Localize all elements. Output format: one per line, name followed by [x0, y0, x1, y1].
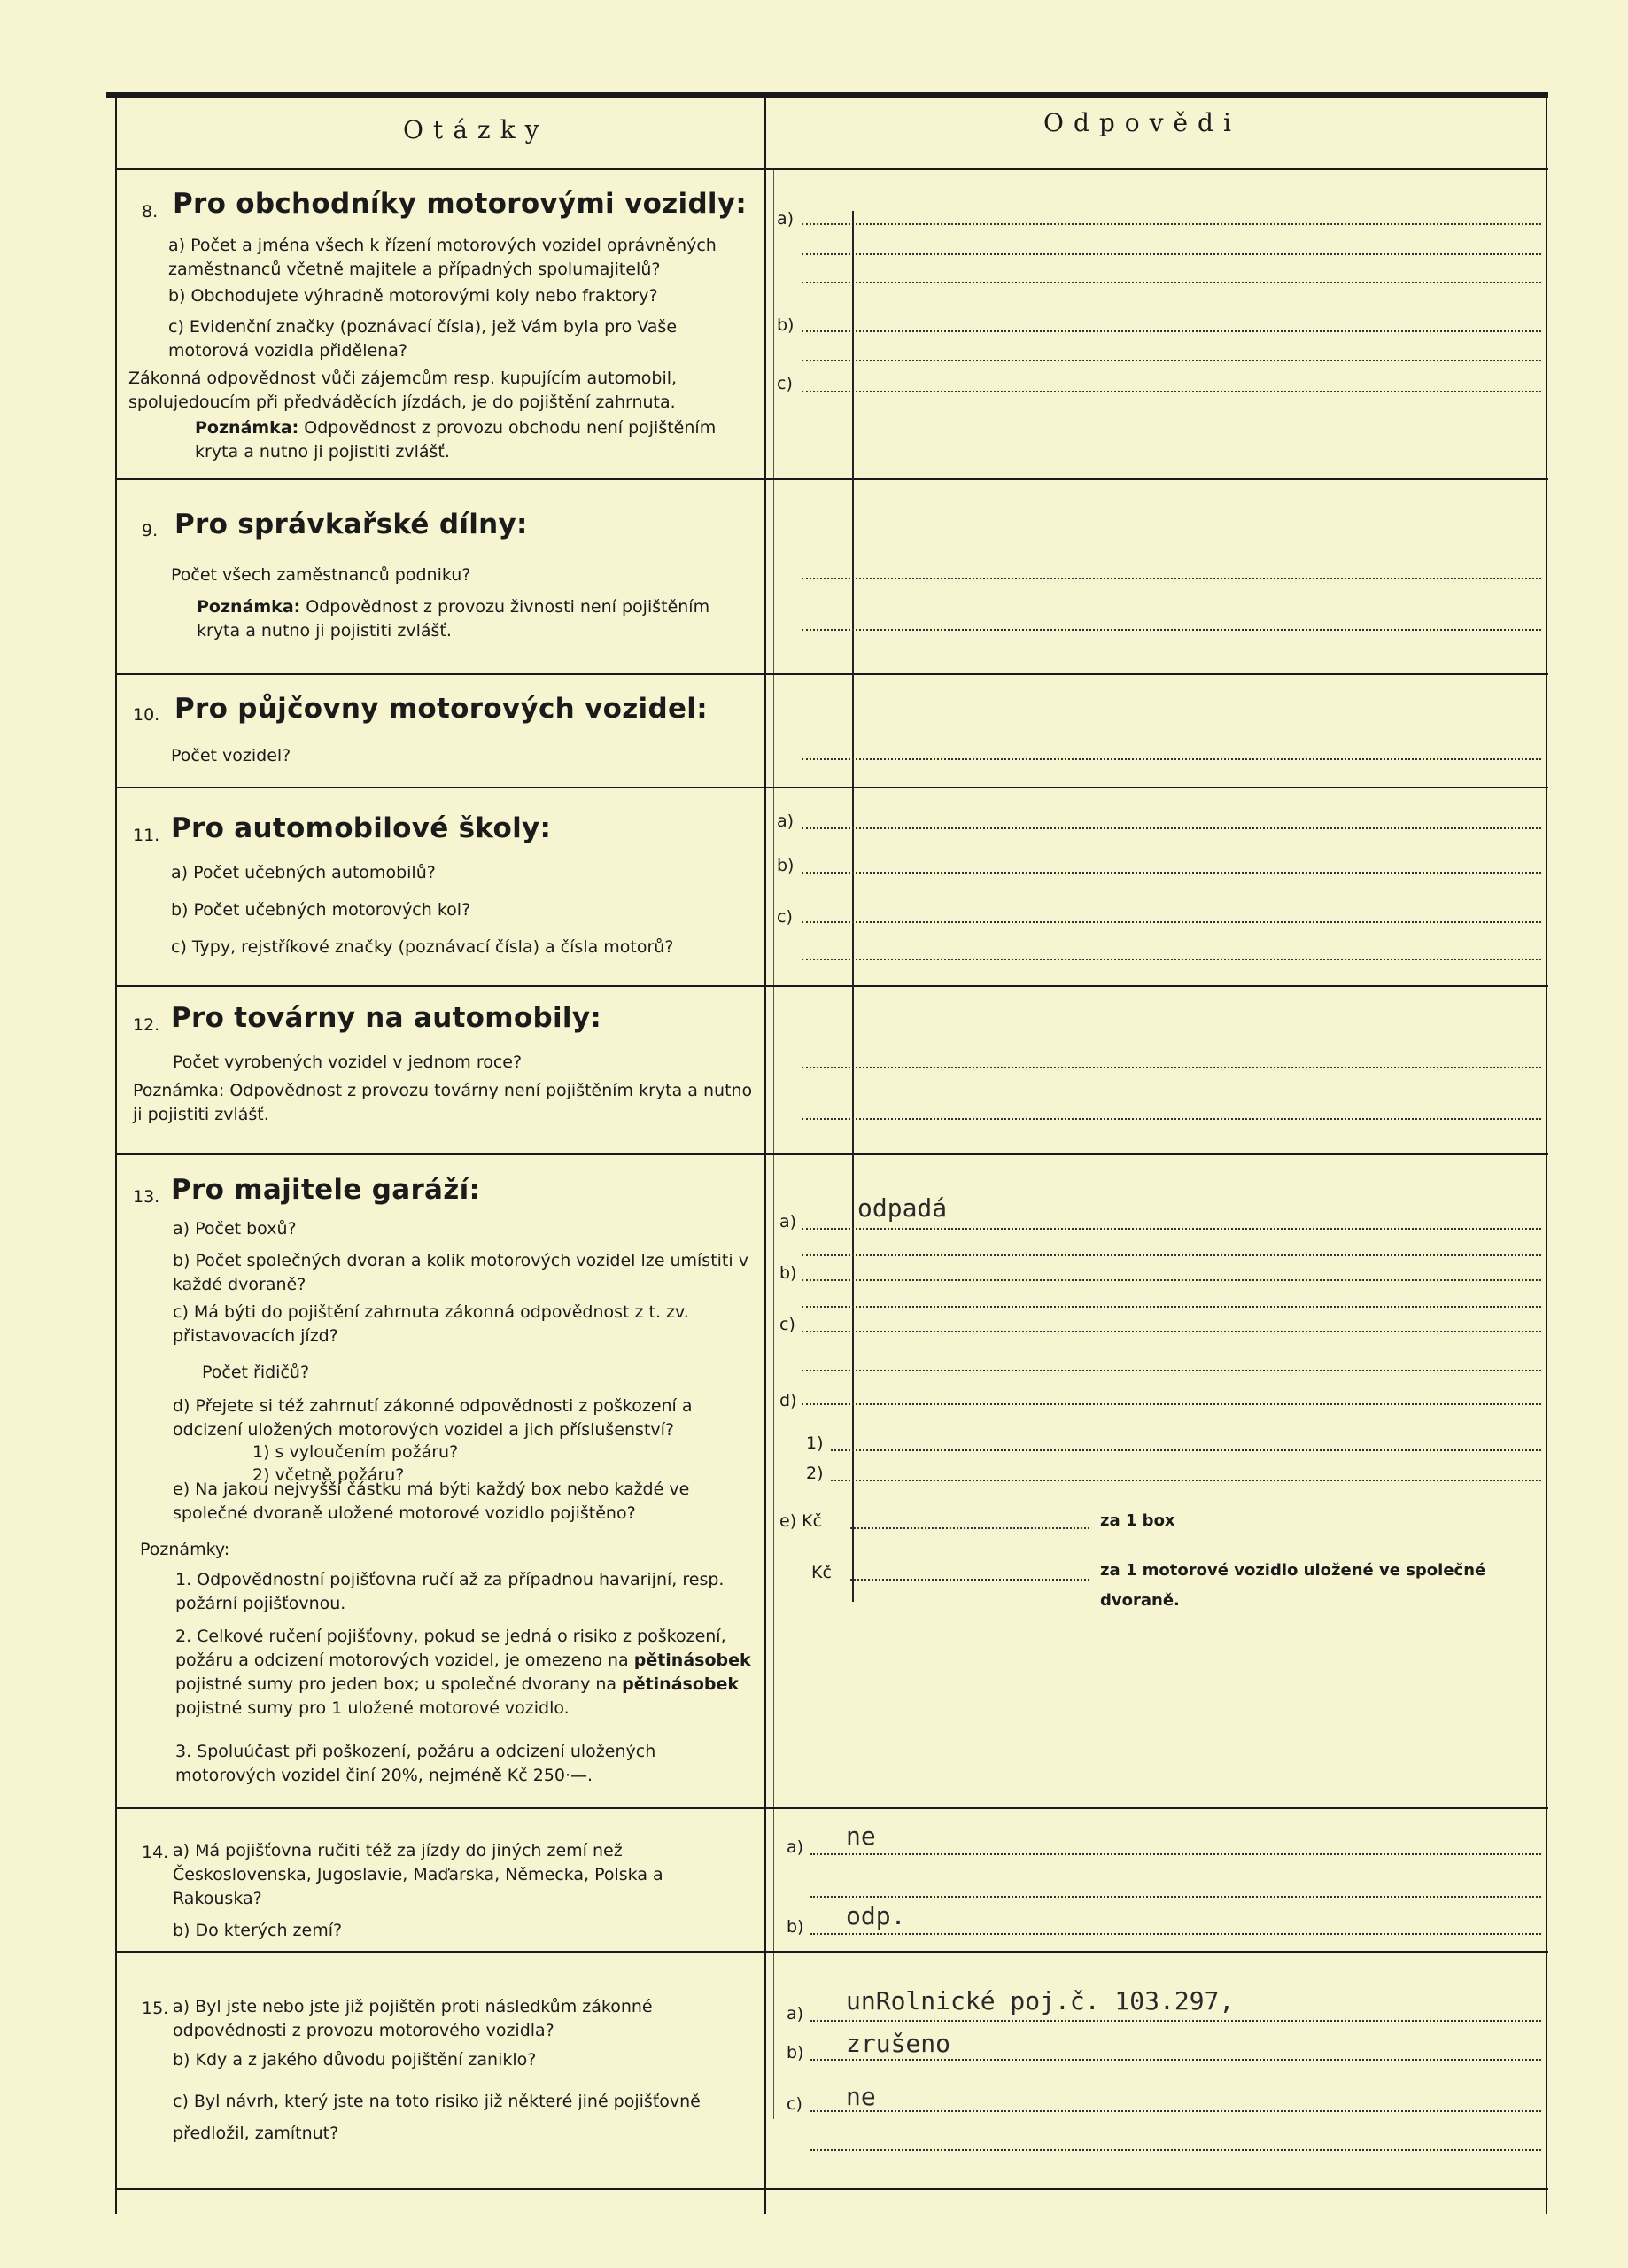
q8-answer-c-field[interactable] [802, 391, 1541, 392]
q11-number: 11. [133, 826, 160, 845]
q9-answer-field[interactable] [802, 578, 1541, 579]
q13-d-text: d) Přejete si též zahrnutí zákonné odpovědnosti z poškození a odcizení uložených motorových vozidel a jich příslušenství? [173, 1396, 693, 1440]
q12-note-body: Odpovědnost z provozu továrny není pojištěním kryta a nutno ji pojistiti zvlášť. [133, 1081, 753, 1124]
q11-answer-c-line2[interactable] [802, 959, 1541, 960]
q14-answer-b-label: b) [787, 1917, 804, 1937]
q15-answer-c-line2[interactable] [810, 2149, 1541, 2151]
q8-answer-c-label: c) [777, 374, 793, 393]
q12-answer-line2[interactable] [802, 1118, 1541, 1120]
q9-note [197, 595, 753, 643]
q14-answer-b-field[interactable] [810, 1933, 1541, 1935]
q8-answer-b-line2[interactable] [802, 360, 1541, 361]
q9-note-label: Poznámka: [197, 597, 301, 617]
header-bottom-rule [115, 168, 1548, 170]
q15-answer-c-label: c) [787, 2094, 802, 2114]
q8-answer-a-label: a) [777, 209, 795, 229]
q11-a-text: a) Počet učebných automobilů? [171, 863, 436, 882]
q13-note-2-pre: 2. Celkové ručení pojišťovny, pokud se jedná o risiko z poškození, požáru a odcizení motorových vozidel, je omezeno na [175, 1627, 726, 1670]
q11-answer-b-field[interactable] [802, 872, 1541, 874]
q13-title: Pro majitele garáží: [171, 1174, 481, 1206]
q13-answer-d1-label: 1) [806, 1433, 824, 1453]
q13-answer-a-field[interactable] [802, 1228, 1541, 1230]
q13-note-2 [175, 1625, 753, 1720]
q15-c-text: c) Byl návrh, který jste na toto risiko již některé jiné pojišťovně předložil, zamítnut? [173, 2092, 701, 2143]
q10-title: Pro půjčovny motorových vozidel: [174, 693, 708, 725]
q15-answer-c-value: ne [846, 2082, 876, 2111]
separator-q10-q11 [115, 787, 1548, 788]
q8-a-text: a) Počet a jména všech k řízení motorových vozidel oprávněných zaměstnanců včetně majitele a případných spolumajitelů? [168, 236, 717, 279]
q13-answer-d2-field[interactable] [831, 1480, 1541, 1481]
q13-answer-d2-label: 2) [806, 1464, 824, 1483]
q12-title: Pro továrny na automobily: [171, 1002, 602, 1034]
q13-answer-e2-label: Kč [811, 1563, 832, 1582]
q13-number: 13. [133, 1187, 160, 1207]
answers-column-header: Odpovědi [1043, 108, 1241, 137]
q10-a-text: Počet vozidel? [171, 746, 291, 765]
q14-answer-b-value: odp. [846, 1901, 906, 1930]
q13-answer-d-label: d) [779, 1391, 797, 1410]
q13-note-2-bold-1: pětinásobek [633, 1651, 751, 1670]
q12-answer-field[interactable] [802, 1067, 1541, 1068]
separator-q9-q10 [115, 673, 1548, 675]
top-thick-rule [106, 92, 1548, 98]
answer-bracket-long [852, 211, 854, 1602]
q13-b-text: b) Počet společných dvoran a kolik motorových vozidel lze umístiti v každé dvoraně? [173, 1251, 748, 1294]
q8-answer-b-label: b) [777, 315, 795, 335]
q13-a-text: a) Počet boxů? [173, 1219, 297, 1239]
q14-answer-a-label: a) [787, 1837, 804, 1857]
q15-answer-b-label: b) [787, 2043, 804, 2062]
q8-note-label: Poznámka: [195, 418, 299, 438]
q12-number: 12. [133, 1015, 160, 1035]
q15-answer-a-value: unRolnické poj.č. 103.297, [846, 1986, 1235, 2016]
q13-note-3: 3. Spoluúčast při poškození, požáru a odcizení uložených motorových vozidel činí 20%, nejméně Kč 250·—. [175, 1742, 656, 1785]
q14-answer-a-value: ne [846, 1821, 876, 1851]
q15-a-text: a) Byl jste nebo jste již pojištěn proti následkům zákonné odpovědnosti z provozu motorového vozidla? [173, 1997, 653, 2040]
q12-note-label: Poznámka: [133, 1081, 225, 1100]
q15-answer-b-value: zrušeno [846, 2029, 951, 2058]
q8-answer-a-line2[interactable] [802, 253, 1541, 255]
q15-answer-a-label: a) [787, 2004, 804, 2023]
q11-b-text: b) Počet učebných motorových kol? [171, 900, 471, 920]
q8-answer-b-field[interactable] [802, 330, 1541, 332]
q13-answer-c-field[interactable] [802, 1331, 1541, 1332]
q15-b-text: b) Kdy a z jakého důvodu pojištění zaniklo? [173, 2050, 537, 2070]
q11-answer-c-field[interactable] [802, 921, 1541, 923]
q9-answer-line2[interactable] [802, 629, 1541, 631]
q15-number: 15. [142, 1999, 169, 2018]
q8-c-text: c) Evidenční značky (poznávací čísla), jež Vám byla pro Vaše motorová vozidla přidělena? [168, 317, 678, 361]
q8-answer-a-field[interactable] [802, 223, 1541, 225]
q14-b-text: b) Do kterých zemí? [173, 1921, 343, 1940]
q13-notes-label: Poznámky: [140, 1540, 230, 1559]
q13-note-2-post: pojistné sumy pro 1 uložené motorové vozidlo. [175, 1698, 570, 1718]
q11-title: Pro automobilové školy: [171, 812, 552, 844]
q13-answer-e-vehicle-field[interactable] [850, 1579, 1089, 1581]
separator-q13-q14 [115, 1807, 1548, 1809]
q13-answer-b-field[interactable] [802, 1279, 1541, 1281]
questions-column-header: Otázky [403, 115, 549, 144]
separator-q8-q9 [115, 478, 1548, 480]
separator-q14-q15 [115, 1951, 1548, 1953]
q13-answer-a-label: a) [779, 1212, 797, 1231]
q8-note-body: Odpovědnost z provozu obchodu není pojištěním kryta a nutno ji pojistiti zvlášť. [195, 418, 717, 462]
q14-a-text: a) Má pojišťovna ručiti též za jízdy do jiných zemí než Československa, Jugoslavie, Maďarska, Německa, Polska a Rakouska? [173, 1841, 663, 1908]
q9-number: 9. [142, 521, 159, 540]
q13-answer-drivers-line2[interactable] [802, 1403, 1541, 1405]
q15-answer-b-field[interactable] [810, 2059, 1541, 2061]
q13-drivers-text: Počet řidičů? [202, 1363, 310, 1382]
q8-title: Pro obchodníky motorovými vozidly: [173, 188, 748, 220]
q8-b-text: b) Obchodujete výhradně motorovými koly nebo fraktory? [168, 286, 658, 306]
q12-note [133, 1079, 753, 1127]
q8-answer-a-line3[interactable] [802, 282, 1541, 284]
q13-answer-c-label: c) [779, 1315, 795, 1334]
separator-q11-q12 [115, 985, 1548, 987]
q13-answer-d1-field[interactable] [831, 1449, 1541, 1451]
q13-per-vehicle-label-1: za 1 motorové vozidlo uložené ve společné [1100, 1561, 1486, 1580]
q15-answer-a-field[interactable] [810, 2020, 1541, 2022]
q8-note-included: Zákonná odpovědnost vůči zájemcům resp. kupujícím automobil, spolujedoucím při předváděcích jízdách, je do pojištění zahrnuta. [128, 369, 678, 412]
q13-answer-drivers-field[interactable] [802, 1370, 1541, 1371]
q14-number: 14. [142, 1843, 169, 1862]
q13-answer-b-label: b) [779, 1263, 797, 1283]
q13-answer-e-label: e) Kč [779, 1511, 823, 1531]
q13-answer-b-line2[interactable] [802, 1306, 1541, 1308]
q12-a-text: Počet vyrobených vozidel v jednom roce? [173, 1052, 523, 1072]
q13-e-text: e) Na jakou nejvyšší částku má býti každý box nebo každé ve společné dvoraně uložené motorové vozidlo pojištěno? [173, 1480, 690, 1523]
bottom-rule [115, 2188, 1548, 2190]
q13-answer-e-box-field[interactable] [850, 1527, 1089, 1529]
q13-answer-a-value: odpadá [857, 1193, 948, 1223]
q9-note-body: Odpovědnost z provozu živnosti není pojištěním kryta a nutno ji pojistiti zvlášť. [197, 597, 710, 641]
q13-per-box-label: za 1 box [1100, 1511, 1175, 1530]
q13-d2-text: 2) včetně požáru? [252, 1465, 405, 1485]
q13-per-vehicle-label-2: dvoraně. [1100, 1591, 1180, 1610]
q13-d1-text: 1) s vyloučením požáru? [252, 1442, 459, 1462]
q14-answer-a-line2[interactable] [810, 1896, 1541, 1898]
separator-q12-q13 [115, 1153, 1548, 1155]
q13-note-2-mid: pojistné sumy pro jeden box; u společné dvorany na [175, 1674, 623, 1694]
q11-c-text: c) Typy, rejstříkové značky (poznávací čísla) a čísla motorů? [171, 937, 674, 957]
q8-note-excluded [195, 416, 753, 464]
q13-c-text: c) Má býti do pojištění zahrnuta zákonná odpovědnost z t. zv. přistavovacích jízd? [173, 1302, 689, 1346]
q9-a-text: Počet všech zaměstnanců podniku? [171, 565, 471, 585]
q11-answer-a-field[interactable] [802, 827, 1541, 829]
inner-divider [773, 170, 774, 2119]
q10-number: 10. [133, 705, 160, 725]
q11-answer-b-label: b) [777, 856, 795, 875]
q13-answer-a-line2[interactable] [802, 1254, 1541, 1256]
q11-answer-c-label: c) [777, 907, 793, 927]
q9-title: Pro správkařské dílny: [174, 509, 528, 540]
q14-answer-a-field[interactable] [810, 1853, 1541, 1855]
q13-note-2-bold-2: pětinásobek [622, 1674, 740, 1694]
q13-note-1: 1. Odpovědnostní pojišťovna ručí až za případnou havarijní, resp. požární pojišťovnou. [175, 1570, 725, 1613]
q11-answer-a-label: a) [777, 812, 795, 831]
q10-answer-field[interactable] [802, 758, 1541, 760]
q8-number: 8. [142, 202, 159, 221]
q15-answer-c-field[interactable] [810, 2110, 1541, 2112]
